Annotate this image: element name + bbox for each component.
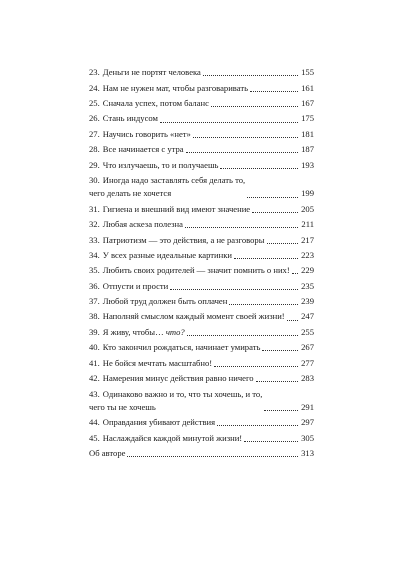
toc-entry-number: 34.	[89, 249, 100, 260]
toc-dot-leader	[217, 425, 298, 426]
toc-entry-title	[89, 112, 158, 125]
toc-dot-leader	[193, 137, 298, 138]
toc-page-number: 291	[301, 401, 314, 412]
toc-page-number: 313	[301, 447, 314, 458]
toc-entry-number: 31.	[89, 203, 100, 214]
toc-entry[interactable]	[89, 141, 314, 156]
toc-entry-title-text: 34. У всех разные идеальные картинки	[89, 249, 232, 260]
toc-dot-leader	[247, 197, 298, 198]
toc-entry-number: 36.	[89, 280, 100, 291]
toc-entry[interactable]	[89, 95, 314, 110]
toc-entry-title	[89, 264, 290, 277]
toc-entry-number: 41.	[89, 357, 100, 368]
toc-entry-number: 26.	[89, 113, 100, 124]
toc-page-number: 155	[301, 67, 314, 78]
toc-entry-number: 44.	[89, 417, 100, 428]
toc-dot-leader	[256, 381, 298, 382]
toc-page-number: 239	[301, 296, 314, 307]
toc-dot-leader	[185, 227, 298, 228]
toc-dot-leader	[186, 152, 298, 153]
toc-entry-title	[89, 357, 212, 370]
toc-entry-title	[89, 432, 242, 445]
toc-entry-title-text: 44. Оправдания убивают действия	[89, 417, 216, 428]
toc-page-number: 175	[301, 113, 314, 124]
toc-entry-number: 25.	[89, 97, 100, 108]
toc-entry-title-text: 27. Научись говорить «нет»	[89, 128, 191, 139]
toc-entry-title-text: 42. Намерения минус действия равно ничего	[89, 373, 254, 384]
toc-page-number: 283	[301, 373, 314, 384]
toc-entry-title	[89, 341, 260, 354]
toc-dot-leader	[214, 366, 298, 367]
toc-entry[interactable]	[89, 324, 314, 339]
toc-entry-title-text: 45. Наслаждайся каждой минутой жизни!	[89, 432, 243, 443]
toc-entry-number: 39.	[89, 326, 100, 337]
toc-entry-title	[89, 159, 218, 172]
toc-entry-title	[89, 234, 265, 247]
toc-dot-leader	[244, 441, 298, 442]
toc-entry-number: 33.	[89, 234, 100, 245]
toc-entry-title-text: 32. Любая аскеза полезна	[89, 219, 183, 230]
toc-entry-title	[89, 280, 168, 293]
toc-entry-title-text: 25. Сначала успех, потом баланс	[89, 97, 209, 108]
toc-entry-title	[89, 97, 209, 110]
toc-page-number: 305	[301, 432, 314, 443]
toc-page-number: 229	[301, 265, 314, 276]
toc-page-number: 267	[301, 342, 314, 353]
table-of-contents	[89, 64, 314, 460]
toc-entry-title	[89, 203, 250, 216]
toc-entry[interactable]	[89, 247, 314, 262]
toc-entry[interactable]	[89, 79, 314, 94]
toc-entry-title-line2: чего ты не хочешь	[89, 401, 156, 412]
toc-page-number: 217	[301, 234, 314, 245]
toc-entry-number: 28.	[89, 144, 100, 155]
toc-entry-number: 32.	[89, 219, 100, 230]
toc-page-number: 161	[301, 82, 314, 93]
toc-entry-title-text: 31. Гигиена и внешний вид имеют значение	[89, 203, 251, 214]
toc-entry[interactable]	[89, 110, 314, 125]
toc-entry-number: 40.	[89, 342, 100, 353]
toc-dot-leader	[203, 75, 298, 76]
toc-dot-leader	[160, 122, 298, 123]
toc-dot-leader	[170, 289, 298, 290]
toc-entry-title	[89, 249, 232, 262]
toc-entry-title	[89, 66, 201, 79]
toc-entry-title-text: 38. Наполняй смыслом каждый момент своей жизни!	[89, 311, 285, 322]
toc-dot-leader	[187, 335, 298, 336]
toc-dot-leader	[127, 456, 298, 457]
toc-entry-title-text: 29. Что излучаешь, то и получаешь	[89, 159, 219, 170]
toc-entry-title	[89, 128, 191, 141]
toc-entry-title-line1: 43. Одинаково важно и то, что ты хочешь, и то,	[89, 388, 263, 399]
toc-entry-title-text: 24. Нам не нужен мат, чтобы разговаривать	[89, 82, 248, 93]
toc-entry[interactable]	[89, 370, 314, 385]
toc-entry-title-text: Об авторе	[89, 447, 126, 458]
toc-dot-leader	[292, 273, 298, 274]
toc-entry-title-text: 23. Деньги не портят человека	[89, 67, 201, 78]
toc-entry[interactable]	[89, 339, 314, 354]
toc-entry-number: 27.	[89, 128, 100, 139]
toc-entry-number: 45.	[89, 432, 100, 443]
toc-entry-title	[89, 174, 245, 200]
toc-entry-number: 43.	[89, 388, 100, 399]
toc-entry-title-line1: 30. Иногда надо заставлять себя делать то,	[89, 175, 246, 186]
toc-entry[interactable]	[89, 277, 314, 292]
toc-page-number: 247	[301, 311, 314, 322]
toc-entry-title-text: 35. Любить своих родителей — значит помнить о них!	[89, 265, 290, 276]
toc-entry-title-text: 26. Стань индусом	[89, 113, 158, 124]
toc-page-number: 187	[301, 144, 314, 155]
toc-entry[interactable]	[89, 126, 314, 141]
toc-page-number: 223	[301, 249, 314, 260]
toc-entry[interactable]	[89, 293, 314, 308]
toc-entry[interactable]	[89, 262, 314, 277]
toc-entry-number: 24.	[89, 82, 100, 93]
toc-entry-title-line2: чего делать не хочется	[89, 188, 172, 199]
toc-entry[interactable]	[89, 231, 314, 246]
toc-dot-leader	[287, 320, 298, 321]
toc-entry[interactable]	[89, 64, 314, 79]
toc-entry-title-text: 41. Не бойся мечтать масштабно!	[89, 357, 213, 368]
toc-page-number: 277	[301, 357, 314, 368]
toc-entry-number: 38.	[89, 311, 100, 322]
toc-entry[interactable]	[89, 216, 314, 231]
toc-entry[interactable]	[89, 354, 314, 369]
toc-entry-title	[89, 447, 125, 460]
toc-entry-number: 42.	[89, 373, 100, 384]
toc-entry-number: 37.	[89, 296, 100, 307]
toc-page-number: 205	[301, 203, 314, 214]
toc-entry[interactable]	[89, 201, 314, 216]
toc-dot-leader	[252, 212, 298, 213]
toc-page-number: 199	[301, 188, 314, 199]
toc-entry-title	[89, 388, 262, 414]
toc-entry-number: 29.	[89, 159, 100, 170]
toc-dot-leader	[262, 350, 298, 351]
toc-entry-title	[89, 143, 184, 156]
toc-dot-leader	[229, 304, 298, 305]
toc-entry-title-italic: что?	[165, 326, 185, 337]
toc-page-number: 211	[301, 219, 314, 230]
toc-entry[interactable]	[89, 172, 314, 201]
toc-dot-leader	[267, 243, 299, 244]
toc-page-number: 181	[301, 128, 314, 139]
toc-entry-title	[89, 82, 248, 95]
toc-entry-number: 35.	[89, 265, 100, 276]
toc-entry[interactable]	[89, 429, 314, 444]
toc-entry-title-text: 33. Патриотизм — это действия, а не разговоры	[89, 234, 265, 245]
toc-entry[interactable]	[89, 156, 314, 171]
toc-entry-title	[89, 372, 254, 385]
toc-page-number: 297	[301, 417, 314, 428]
toc-page-number: 235	[301, 280, 314, 291]
toc-page-number: 255	[301, 326, 314, 337]
toc-entry-number: 30.	[89, 175, 100, 186]
toc-entry-title	[89, 218, 183, 231]
toc-entry-title-text: 40. Кто закончил рождаться, начинает умирать	[89, 342, 261, 353]
toc-page-number: 167	[301, 97, 314, 108]
toc-entry-title	[89, 295, 227, 308]
toc-dot-leader	[234, 258, 298, 259]
toc-entry-title-text: 28. Все начинается с утра	[89, 144, 184, 155]
toc-entry[interactable]	[89, 308, 314, 323]
toc-dot-leader	[264, 410, 298, 411]
toc-dot-leader	[250, 91, 298, 92]
toc-page-number: 193	[301, 159, 314, 170]
toc-entry-title	[89, 416, 215, 429]
toc-entry-title-text: 37. Любой труд должен быть оплачен	[89, 296, 228, 307]
toc-dot-leader	[220, 168, 298, 169]
toc-entry[interactable]	[89, 385, 314, 414]
toc-entry-title	[89, 310, 285, 323]
toc-entry-title-text: 36. Отпусти и прости	[89, 280, 169, 291]
toc-entry[interactable]	[89, 414, 314, 429]
toc-entry[interactable]	[89, 445, 314, 460]
toc-entry-title	[89, 326, 185, 339]
toc-entry-title-plain: Я живу, чтобы…	[102, 326, 166, 337]
toc-entry-number: 23.	[89, 67, 100, 78]
toc-dot-leader	[211, 106, 298, 107]
